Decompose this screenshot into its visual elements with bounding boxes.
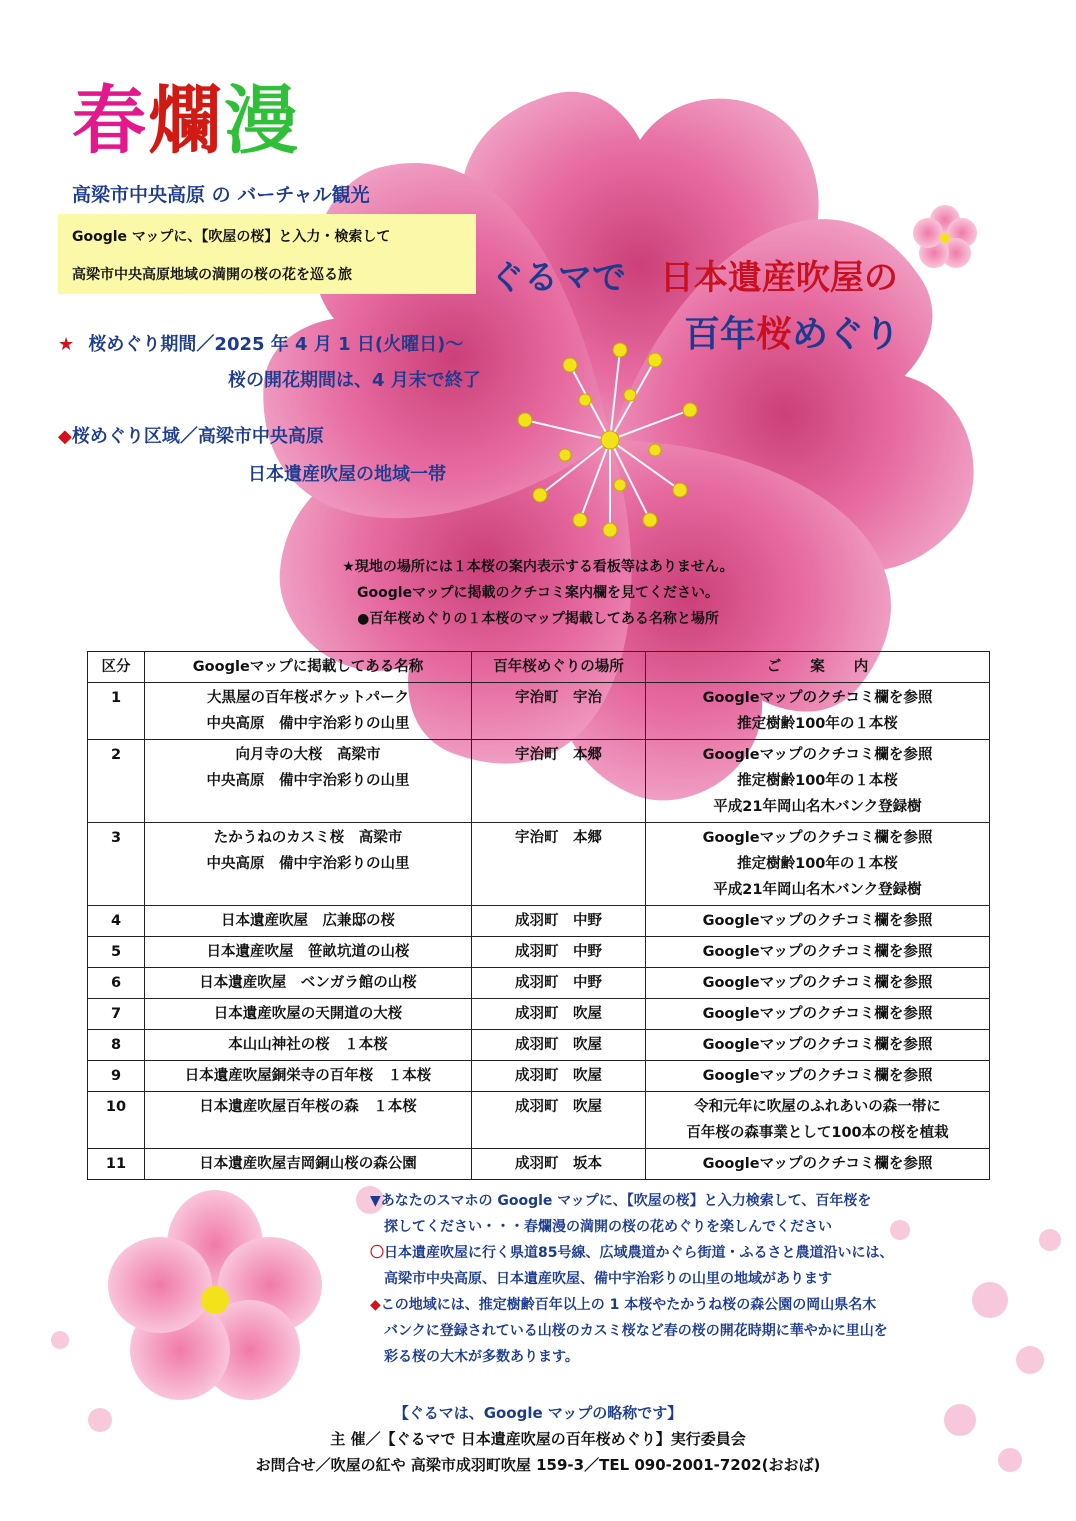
period-end-text: 桜の開花期間は、4 月末で終了 (228, 370, 481, 391)
cell-guide-line: Googleマップのクチコミ欄を参照 (702, 975, 933, 991)
bottom-line-1: ▼あなたのスマホの Google マップに、【吹屋の桜】と入力検索して、百年桜を (370, 1193, 872, 1209)
cell-no: 10 (88, 1092, 145, 1149)
cell-place: 成羽町 吹屋 (472, 999, 646, 1030)
diamond-mark: ◆ (58, 426, 72, 447)
cell-place: 宇治町 本郷 (472, 823, 646, 906)
note-line-2: Googleマップに掲載のクチコミ案内欄を見てください。 (357, 585, 719, 601)
cell-guide (646, 1092, 990, 1149)
cell-place: 宇治町 宇治 (472, 683, 646, 740)
cell-guide-line: 百年桜の森事業として100本の桜を植栽 (686, 1125, 949, 1141)
bottom-line-6: バンクに登録されている山桜のカスミ桜など春の桜の開花時期に華やかに里山を (370, 1323, 888, 1339)
cell-guide-line: 推定樹齢100年の１本桜 (737, 773, 898, 789)
cell-guide-line: Googleマップのクチコミ欄を参照 (702, 1068, 933, 1084)
bottom-line-5 (370, 1294, 876, 1314)
cell-no: 6 (88, 968, 145, 999)
sakura-list-table (87, 651, 990, 1180)
cell-name-line: 中央高原 備中宇治彩りの山里 (206, 716, 410, 732)
cell-name (145, 937, 472, 968)
bottom-line-2: 探してください・・・春爛漫の満開の桜の花めぐりを楽しんでください (370, 1219, 832, 1235)
cell-name (145, 1149, 472, 1180)
cell-no: 2 (88, 740, 145, 823)
title-char-3: 漫 (224, 78, 300, 164)
cell-guide-line: 平成21年岡山名木バンク登録樹 (713, 882, 922, 898)
period-line (58, 330, 463, 356)
cell-name-line: 中央高原 備中宇治彩りの山里 (206, 856, 410, 872)
header-no: 区分 (88, 652, 145, 683)
table-row (88, 1061, 990, 1092)
area-line (58, 422, 324, 448)
header-place: 百年桜めぐりの場所 (472, 652, 646, 683)
cell-guide (646, 906, 990, 937)
cell-name-line: 日本遺産吹屋百年桜の森 １本桜 (199, 1099, 417, 1115)
circle-mark: 〇 (370, 1245, 384, 1261)
cell-guide-line: Googleマップのクチコミ欄を参照 (702, 690, 933, 706)
table-row (88, 906, 990, 937)
cell-guide-line: 平成21年岡山名木バンク登録樹 (713, 799, 922, 815)
headline-part-1: ぐるマで (490, 258, 626, 298)
cell-no: 4 (88, 906, 145, 937)
table-row (88, 968, 990, 999)
cell-no: 3 (88, 823, 145, 906)
footer-contact: お問合せ／吹屋の紅や 高梁市成羽町吹屋 159-3／TEL 090-2001-7202(おおば) (255, 1456, 821, 1474)
bottom-line-7: 彩る桜の大木が多数あります。 (370, 1349, 579, 1365)
cell-guide (646, 1149, 990, 1180)
diamond-mark-2: ◆ (370, 1297, 381, 1313)
header-name: Googleマップに掲載してある名称 (145, 652, 472, 683)
table-header-row (88, 652, 990, 683)
cell-place: 成羽町 吹屋 (472, 1092, 646, 1149)
area-text-2: 日本遺産吹屋の地域一帯 (248, 464, 446, 485)
cell-guide (646, 1030, 990, 1061)
cell-place: 成羽町 吹屋 (472, 1061, 646, 1092)
table-row (88, 999, 990, 1030)
cell-name-line: 向月寺の大桜 高梁市 (235, 747, 381, 763)
table-row (88, 823, 990, 906)
cell-no: 5 (88, 937, 145, 968)
instruction-box (58, 214, 476, 294)
page-title (72, 78, 300, 164)
cell-name-line: 中央高原 備中宇治彩りの山里 (206, 773, 410, 789)
cell-guide-line: Googleマップのクチコミ欄を参照 (702, 1156, 933, 1172)
cell-guide (646, 823, 990, 906)
footer-abbr: 【ぐるマは、Google マップの略称です】 (393, 1404, 683, 1422)
cell-name (145, 906, 472, 937)
cell-name-line: 本山山神社の桜 １本桜 (228, 1037, 388, 1053)
cell-no: 11 (88, 1149, 145, 1180)
note-line-1: ★現地の場所には１本桜の案内表示する看板等はありません。 (342, 559, 734, 575)
cell-name-line: たかうねのカスミ桜 高梁市 (213, 830, 403, 846)
cell-name-line: 日本遺産吹屋吉岡銅山桜の森公園 (199, 1156, 417, 1172)
table-row (88, 937, 990, 968)
cell-guide-line: Googleマップのクチコミ欄を参照 (702, 944, 933, 960)
cell-name-line: 日本遺産吹屋 笹畝坑道の山桜 (206, 944, 410, 960)
cell-guide-line: Googleマップのクチコミ欄を参照 (702, 913, 933, 929)
cell-name (145, 740, 472, 823)
table-row (88, 1030, 990, 1061)
cell-guide (646, 999, 990, 1030)
cell-name (145, 683, 472, 740)
cell-name-line: 日本遺産吹屋 広兼邸の桜 (221, 913, 395, 929)
cell-name-line: 大黒屋の百年桜ポケットパーク (207, 690, 409, 706)
area-text: 桜めぐり区域／高梁市中央高原 (71, 426, 324, 447)
cell-name (145, 968, 472, 999)
instruction-line-1: Google マップに、【吹屋の桜】と入力・検索して (72, 229, 391, 245)
note-line-3: ●百年桜めぐりの１本桜のマップ掲載してある名称と場所 (357, 611, 719, 627)
cell-place: 成羽町 中野 (472, 937, 646, 968)
cell-guide (646, 937, 990, 968)
cell-guide (646, 740, 990, 823)
cell-guide-line: Googleマップのクチコミ欄を参照 (702, 1006, 933, 1022)
cell-guide-line: 令和元年に吹屋のふれあいの森一帯に (694, 1099, 941, 1115)
cell-place: 成羽町 坂本 (472, 1149, 646, 1180)
headline-part-3c: めぐり (792, 314, 901, 355)
bottom-line-3-text: 日本遺産吹屋に行く県道85号線、広域農道かぐら街道・ふるさと農道沿いには、 (384, 1245, 894, 1261)
bottom-line-5-text: この地域には、推定樹齢百年以上の 1 本桜やたかうね桜の森公園の岡山県名木 (380, 1297, 877, 1313)
cell-guide-line: 推定樹齢100年の１本桜 (737, 716, 898, 732)
table-row (88, 1149, 990, 1180)
cell-no: 8 (88, 1030, 145, 1061)
star-mark: ★ (58, 334, 75, 355)
cell-guide (646, 1061, 990, 1092)
cell-name-line: 日本遺産吹屋 ベンガラ館の山桜 (199, 975, 417, 991)
table-row (88, 683, 990, 740)
period-text: 桜めぐり期間／2025 年 4 月 1 日(火曜日)～ (88, 334, 464, 355)
cell-guide (646, 968, 990, 999)
headline-line-2 (684, 306, 900, 357)
cell-no: 1 (88, 683, 145, 740)
instruction-line-2: 高梁市中央高原地域の満開の桜の花を巡る旅 (72, 267, 352, 283)
cell-guide-line: Googleマップのクチコミ欄を参照 (702, 830, 933, 846)
cell-guide-line: Googleマップのクチコミ欄を参照 (702, 747, 933, 763)
cell-guide-line: Googleマップのクチコミ欄を参照 (702, 1037, 933, 1053)
title-char-1: 春 (72, 78, 148, 164)
bottom-line-4: 高梁市中央高原、日本遺産吹屋、備中宇治彩りの山里の地域があります (370, 1271, 832, 1287)
headline-part-3a: 百年 (684, 314, 757, 355)
cell-name (145, 823, 472, 906)
cell-guide-line: 推定樹齢100年の１本桜 (737, 856, 898, 872)
cell-name (145, 1061, 472, 1092)
table-row (88, 740, 990, 823)
headline-part-3b: 桜 (756, 314, 793, 355)
cell-guide (646, 683, 990, 740)
cell-name-line: 日本遺産吹屋銅栄寺の百年桜 １本桜 (184, 1068, 432, 1084)
cell-name (145, 999, 472, 1030)
bottom-cherry-blossom-icon (108, 1190, 322, 1400)
subtitle: 高梁市中央高原 の バーチャル観光 (72, 184, 370, 206)
headline-part-2: 日本遺産吹屋の (659, 258, 898, 298)
cell-no: 7 (88, 999, 145, 1030)
table-row (88, 1092, 990, 1149)
cell-place: 成羽町 中野 (472, 968, 646, 999)
cell-no: 9 (88, 1061, 145, 1092)
cell-place: 成羽町 吹屋 (472, 1030, 646, 1061)
title-char-2: 爛 (148, 78, 224, 164)
bottom-line-3 (370, 1242, 893, 1262)
cell-place: 成羽町 中野 (472, 906, 646, 937)
cell-name-line: 日本遺産吹屋の天開道の大桜 (213, 1006, 403, 1022)
cell-name (145, 1030, 472, 1061)
cell-name (145, 1092, 472, 1149)
headline-line-1 (490, 250, 898, 299)
cell-place: 宇治町 本郷 (472, 740, 646, 823)
footer-host: 主 催／【ぐるマで 日本遺産吹屋の百年桜めぐり】実行委員会 (330, 1430, 746, 1448)
header-guide: ご 案 内 (646, 652, 990, 683)
small-cherry-blossom-icon (913, 205, 977, 268)
